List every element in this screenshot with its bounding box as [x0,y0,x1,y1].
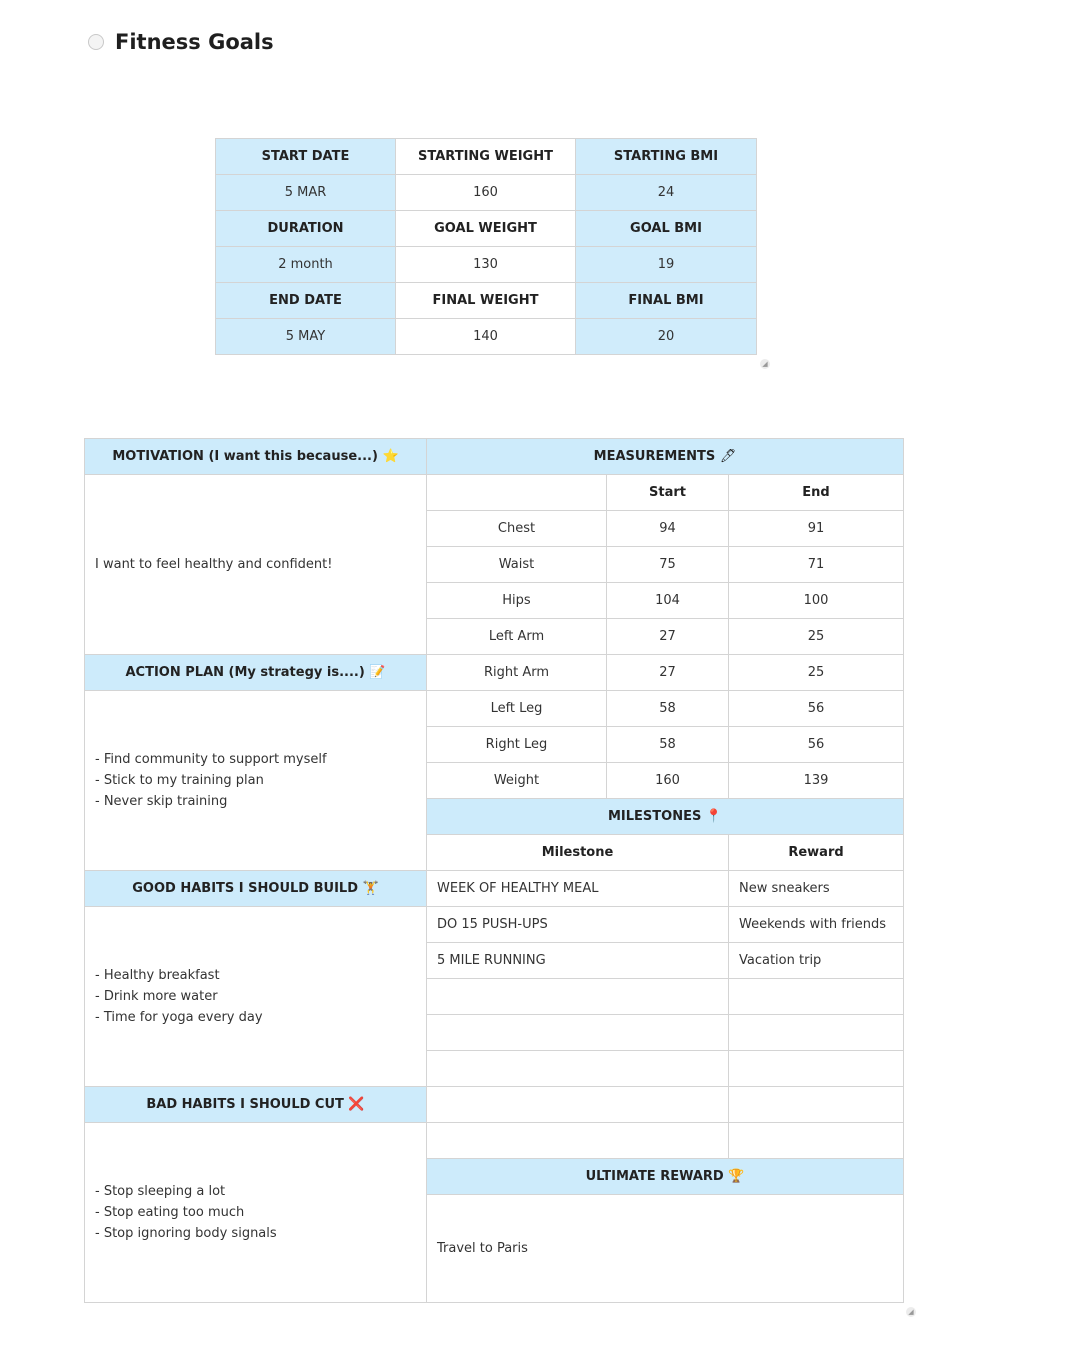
motivation-header-label: MOTIVATION (I want this because...) [112,449,378,464]
end-date-value[interactable]: 5 MAY [216,319,396,355]
cross-mark-icon: ❌ [348,1097,365,1112]
memo-icon: 📝 [369,665,386,680]
start-date-value[interactable]: 5 MAR [216,175,396,211]
measurement-start[interactable]: 75 [607,547,729,583]
measurement-start[interactable]: 58 [607,727,729,763]
ultimate-reward-text[interactable]: Travel to Paris [427,1195,904,1303]
milestone-cell[interactable] [427,979,729,1015]
table-row [85,1123,904,1159]
motivation-text[interactable]: I want to feel healthy and confident! [85,475,427,655]
milestone-cell[interactable] [427,1051,729,1087]
reward-cell[interactable]: New sneakers [729,871,904,907]
milestone-cell[interactable]: WEEK OF HEALTHY MEAL [427,871,729,907]
measurement-start[interactable]: 27 [607,655,729,691]
measurement-end[interactable]: 56 [729,727,904,763]
stats-row [216,139,757,175]
milestone-cell[interactable] [427,1087,729,1123]
final-bmi-value[interactable]: 20 [576,319,757,355]
measurement-label[interactable]: Left Leg [427,691,607,727]
milestone-cell[interactable]: 5 MILE RUNNING [427,943,729,979]
action-plan-header[interactable] [85,655,427,691]
stats-row [216,283,757,319]
measurements-col-blank[interactable] [427,475,607,511]
measurements-header[interactable] [427,439,904,475]
starting-weight-value[interactable]: 160 [396,175,576,211]
action-plan-header-label: ACTION PLAN (My strategy is....) [125,665,365,680]
stats-row [216,247,757,283]
duration-value[interactable]: 2 month [216,247,396,283]
measurement-label[interactable]: Left Arm [427,619,607,655]
list-item: - Never skip training [95,794,228,809]
ultimate-reward-header-label: ULTIMATE REWARD [585,1169,724,1184]
final-weight-value[interactable]: 140 [396,319,576,355]
measurement-label[interactable]: Waist [427,547,607,583]
list-item: - Time for yoga every day [95,1010,263,1025]
bad-habits-header-label: BAD HABITS I SHOULD CUT [146,1097,344,1112]
starting-weight-label[interactable]: STARTING WEIGHT [396,139,576,175]
good-habits-header-label: GOOD HABITS I SHOULD BUILD [132,881,358,896]
list-item: - Find community to support myself [95,752,327,767]
stats-row [216,211,757,247]
reward-cell[interactable] [729,1087,904,1123]
table-resize-icon[interactable]: ◢ [906,1307,916,1317]
reward-cell[interactable] [729,979,904,1015]
page-title[interactable]: Fitness Goals [115,30,274,54]
goal-bmi-label[interactable]: GOAL BMI [576,211,757,247]
measurement-start[interactable]: 94 [607,511,729,547]
table-row [85,439,904,475]
measurement-end[interactable]: 139 [729,763,904,799]
reward-cell[interactable] [729,1015,904,1051]
measurement-label[interactable]: Chest [427,511,607,547]
measurement-label[interactable]: Right Arm [427,655,607,691]
measurement-end[interactable]: 91 [729,511,904,547]
goal-weight-value[interactable]: 130 [396,247,576,283]
milestone-cell[interactable]: DO 15 PUSH-UPS [427,907,729,943]
measurement-end[interactable]: 71 [729,547,904,583]
list-item: - Stop sleeping a lot [95,1184,226,1199]
trophy-icon: 🏆 [728,1169,745,1184]
starting-bmi-label[interactable]: STARTING BMI [576,139,757,175]
weightlifting-icon: 🏋 [362,881,379,896]
final-weight-label[interactable]: FINAL WEIGHT [396,283,576,319]
measurement-start[interactable]: 160 [607,763,729,799]
stats-table-body [216,139,757,355]
list-item: - Stop eating too much [95,1205,245,1220]
measurement-start[interactable]: 104 [607,583,729,619]
reward-cell[interactable]: Vacation trip [729,943,904,979]
table-row [85,475,904,511]
reward-cell[interactable] [729,1051,904,1087]
measurement-label[interactable]: Right Leg [427,727,607,763]
ultimate-reward-header[interactable] [427,1159,904,1195]
good-habits-header[interactable] [85,871,427,907]
stats-row [216,319,757,355]
reward-cell[interactable] [729,1123,904,1159]
pin-icon: 📍 [705,809,723,824]
status-circle-icon[interactable] [88,34,104,50]
table-resize-icon[interactable]: ◢ [760,359,770,369]
good-habits-text[interactable] [85,907,427,1087]
final-bmi-label[interactable]: FINAL BMI [576,283,757,319]
action-plan-text[interactable] [85,691,427,871]
milestones-header[interactable] [427,799,904,835]
bad-habits-header[interactable] [85,1087,427,1123]
milestones-header-label: MILESTONES [607,809,702,824]
measurement-end[interactable]: 25 [729,655,904,691]
reward-col-header[interactable]: Reward [729,835,904,871]
list-item: - Stick to my training plan [95,773,264,788]
end-date-label[interactable]: END DATE [216,283,396,319]
stats-table [215,138,757,355]
measurements-header-label: MEASUREMENTS [593,449,716,464]
milestone-cell[interactable] [427,1015,729,1051]
goal-weight-label[interactable]: GOAL WEIGHT [396,211,576,247]
measurement-start[interactable]: 58 [607,691,729,727]
stats-row [216,175,757,211]
measurement-start[interactable]: 27 [607,619,729,655]
measurements-col-end[interactable]: End [729,475,904,511]
start-date-label[interactable]: START DATE [216,139,396,175]
list-item: - Drink more water [95,989,218,1004]
goals-table [84,438,904,1303]
star-icon: ⭐ [382,449,399,464]
measurement-end[interactable]: 100 [729,583,904,619]
measurement-end[interactable]: 25 [729,619,904,655]
motivation-header[interactable] [85,439,427,475]
table-row [85,655,904,691]
list-item: - Stop ignoring body signals [95,1226,277,1241]
table-row [85,871,904,907]
reward-cell[interactable]: Weekends with friends [729,907,904,943]
milestone-col-header[interactable]: Milestone [427,835,729,871]
title-row [88,30,274,54]
table-row [85,1087,904,1123]
list-item: - Healthy breakfast [95,968,220,983]
measurements-col-start[interactable]: Start [607,475,729,511]
milestone-cell[interactable] [427,1123,729,1159]
duration-label[interactable]: DURATION [216,211,396,247]
table-row [85,907,904,943]
goals-table-body [85,439,904,1303]
pen-icon: 🖊 [719,449,737,464]
table-row [85,691,904,727]
bad-habits-text[interactable] [85,1123,427,1303]
measurement-end[interactable]: 56 [729,691,904,727]
goal-bmi-value[interactable]: 19 [576,247,757,283]
measurement-label[interactable]: Weight [427,763,607,799]
starting-bmi-value[interactable]: 24 [576,175,757,211]
measurement-label[interactable]: Hips [427,583,607,619]
